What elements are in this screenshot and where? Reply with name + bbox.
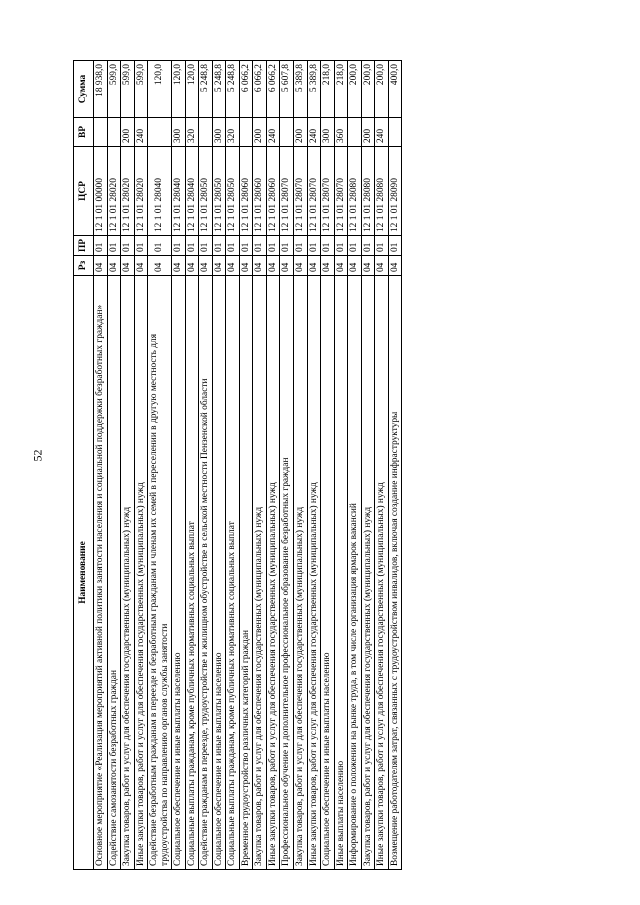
cell-sum: 400,0 bbox=[388, 61, 402, 118]
header-vr: ВР bbox=[74, 118, 94, 147]
page-number: 52 bbox=[30, 449, 45, 462]
cell-csr: 12 1 01 28050 bbox=[226, 147, 240, 236]
cell-pr: 01 bbox=[361, 236, 375, 256]
cell-rz: 04 bbox=[121, 256, 135, 276]
cell-csr: 12 1 01 28090 bbox=[388, 147, 402, 236]
cell-vr: 300 bbox=[321, 118, 335, 147]
cell-pr: 01 bbox=[375, 236, 389, 256]
cell-pr: 01 bbox=[148, 236, 172, 256]
cell-sum: 18 938,0 bbox=[94, 61, 108, 118]
cell-vr bbox=[280, 118, 294, 147]
cell-name: Иные закупки товаров, работ и услуг для обеспечения государственных (муниципальных) нужд bbox=[266, 276, 280, 870]
cell-sum: 200,0 bbox=[361, 61, 375, 118]
cell-vr bbox=[148, 118, 172, 147]
table-row bbox=[239, 61, 253, 870]
cell-vr bbox=[388, 118, 402, 147]
cell-rz: 04 bbox=[148, 256, 172, 276]
cell-pr: 01 bbox=[388, 236, 402, 256]
cell-name: Иные закупки товаров, работ и услуг для обеспечения государственных (муниципальных) нужд bbox=[134, 276, 148, 870]
cell-pr: 01 bbox=[334, 236, 348, 256]
cell-csr: 12 1 01 28050 bbox=[199, 147, 213, 236]
cell-rz: 04 bbox=[280, 256, 294, 276]
cell-csr: 12 1 01 28070 bbox=[280, 147, 294, 236]
cell-pr: 01 bbox=[239, 236, 253, 256]
cell-pr: 01 bbox=[253, 236, 267, 256]
cell-name: Иные закупки товаров, работ и услуг для обеспечения государственных (муниципальных) нужд bbox=[307, 276, 321, 870]
cell-rz: 04 bbox=[185, 256, 199, 276]
table-row bbox=[334, 61, 348, 870]
cell-name: Информирование о положении на рынке труда, в том числе организация ярмарок вакансий bbox=[348, 276, 362, 870]
cell-vr bbox=[94, 118, 108, 147]
table-row bbox=[94, 61, 108, 870]
table-row bbox=[226, 61, 240, 870]
cell-name: Основное мероприятие «Реализация мероприятий активной политики занятости населения и социальной поддержки безработных граждан» bbox=[94, 276, 108, 870]
cell-vr: 240 bbox=[307, 118, 321, 147]
cell-csr: 12 1 01 28070 bbox=[307, 147, 321, 236]
cell-csr: 12 1 01 28070 bbox=[293, 147, 307, 236]
table-row bbox=[280, 61, 294, 870]
cell-rz: 04 bbox=[107, 256, 121, 276]
cell-pr: 01 bbox=[266, 236, 280, 256]
cell-rz: 04 bbox=[388, 256, 402, 276]
cell-pr: 01 bbox=[134, 236, 148, 256]
table-row bbox=[185, 61, 199, 870]
cell-name: Закупка товаров, работ и услуг для обеспечения государственных (муниципальных) нужд bbox=[361, 276, 375, 870]
cell-sum: 218,0 bbox=[321, 61, 335, 118]
cell-name: Содействие безработным гражданам в переезде и безработным гражданам и членам их семей в переселении в другую местность для трудоустройства по направлению органов службы занятости bbox=[148, 276, 172, 870]
header-rz: Рз bbox=[74, 256, 94, 276]
cell-sum: 200,0 bbox=[348, 61, 362, 118]
cell-name: Социальные выплаты гражданам, кроме публичных нормативных социальных выплат bbox=[185, 276, 199, 870]
cell-sum: 599,0 bbox=[107, 61, 121, 118]
cell-pr: 01 bbox=[307, 236, 321, 256]
cell-csr: 12 1 01 28040 bbox=[185, 147, 199, 236]
cell-vr: 300 bbox=[212, 118, 226, 147]
cell-pr: 01 bbox=[107, 236, 121, 256]
cell-csr: 12 1 01 28020 bbox=[107, 147, 121, 236]
header-sum: Сумма bbox=[74, 61, 94, 118]
cell-sum: 120,0 bbox=[185, 61, 199, 118]
cell-sum: 120,0 bbox=[148, 61, 172, 118]
cell-sum: 5 389,8 bbox=[307, 61, 321, 118]
cell-rz: 04 bbox=[199, 256, 213, 276]
cell-vr: 320 bbox=[185, 118, 199, 147]
table-row bbox=[107, 61, 121, 870]
table-row bbox=[307, 61, 321, 870]
table-row bbox=[253, 61, 267, 870]
cell-name: Закупка товаров, работ и услуг для обеспечения государственных (муниципальных) нужд bbox=[253, 276, 267, 870]
cell-rz: 04 bbox=[226, 256, 240, 276]
cell-pr: 01 bbox=[172, 236, 186, 256]
cell-rz: 04 bbox=[334, 256, 348, 276]
cell-sum: 5 248,8 bbox=[226, 61, 240, 118]
table-row bbox=[361, 61, 375, 870]
cell-csr: 12 1 01 28060 bbox=[239, 147, 253, 236]
cell-rz: 04 bbox=[361, 256, 375, 276]
table-row bbox=[134, 61, 148, 870]
cell-sum: 599,0 bbox=[121, 61, 135, 118]
cell-sum: 200,0 bbox=[375, 61, 389, 118]
cell-vr bbox=[239, 118, 253, 147]
cell-name: Иные выплаты населению bbox=[334, 276, 348, 870]
cell-name: Социальное обеспечение и иные выплаты населению bbox=[172, 276, 186, 870]
cell-rz: 04 bbox=[253, 256, 267, 276]
cell-vr: 200 bbox=[253, 118, 267, 147]
cell-csr: 12 1 01 28040 bbox=[148, 147, 172, 236]
cell-vr bbox=[199, 118, 213, 147]
cell-sum: 5 248,8 bbox=[212, 61, 226, 118]
cell-csr: 12 1 01 28020 bbox=[134, 147, 148, 236]
cell-name: Социальные выплаты гражданам, кроме публичных нормативных социальных выплат bbox=[226, 276, 240, 870]
cell-pr: 01 bbox=[226, 236, 240, 256]
cell-csr: 12 1 01 28080 bbox=[361, 147, 375, 236]
cell-rz: 04 bbox=[321, 256, 335, 276]
cell-rz: 04 bbox=[212, 256, 226, 276]
cell-rz: 04 bbox=[266, 256, 280, 276]
cell-pr: 01 bbox=[348, 236, 362, 256]
table-row bbox=[121, 61, 135, 870]
cell-name: Временное трудоустройство различных категорий граждан bbox=[239, 276, 253, 870]
cell-vr bbox=[107, 118, 121, 147]
cell-rz: 04 bbox=[239, 256, 253, 276]
cell-csr: 12 1 01 28070 bbox=[321, 147, 335, 236]
cell-sum: 6 066,2 bbox=[266, 61, 280, 118]
cell-sum: 6 066,2 bbox=[253, 61, 267, 118]
header-name: Наименование bbox=[74, 276, 94, 870]
cell-pr: 01 bbox=[212, 236, 226, 256]
cell-vr: 240 bbox=[134, 118, 148, 147]
table-body bbox=[94, 61, 402, 870]
cell-sum: 5 389,8 bbox=[293, 61, 307, 118]
cell-pr: 01 bbox=[321, 236, 335, 256]
cell-pr: 01 bbox=[280, 236, 294, 256]
cell-sum: 120,0 bbox=[172, 61, 186, 118]
table-row bbox=[172, 61, 186, 870]
cell-vr: 240 bbox=[375, 118, 389, 147]
cell-name: Социальное обеспечение и иные выплаты населению bbox=[212, 276, 226, 870]
table-row bbox=[293, 61, 307, 870]
cell-csr: 12 1 01 28080 bbox=[375, 147, 389, 236]
cell-csr: 12 1 01 28080 bbox=[348, 147, 362, 236]
cell-csr: 12 1 01 28070 bbox=[334, 147, 348, 236]
cell-pr: 01 bbox=[94, 236, 108, 256]
cell-vr: 240 bbox=[266, 118, 280, 147]
cell-pr: 01 bbox=[199, 236, 213, 256]
cell-csr: 12 1 01 28060 bbox=[266, 147, 280, 236]
rotated-table-container bbox=[73, 60, 578, 870]
cell-csr: 12 1 01 28050 bbox=[212, 147, 226, 236]
cell-name: Закупка товаров, работ и услуг для обеспечения государственных (муниципальных) нужд bbox=[121, 276, 135, 870]
cell-vr: 200 bbox=[121, 118, 135, 147]
table-header-row bbox=[74, 61, 94, 870]
table-row bbox=[375, 61, 389, 870]
cell-rz: 04 bbox=[172, 256, 186, 276]
cell-csr: 12 1 01 28060 bbox=[253, 147, 267, 236]
cell-name: Закупка товаров, работ и услуг для обеспечения государственных (муниципальных) нужд bbox=[293, 276, 307, 870]
cell-name: Возмещение работодателям затрат, связанных с трудоустройством инвалидов, включая создание инфраструктуры bbox=[388, 276, 402, 870]
cell-vr: 200 bbox=[293, 118, 307, 147]
cell-sum: 6 066,2 bbox=[239, 61, 253, 118]
cell-sum: 5 248,8 bbox=[199, 61, 213, 118]
cell-name: Профессиональное обучение и дополнительное профессиональное образование безработных граждан bbox=[280, 276, 294, 870]
cell-rz: 04 bbox=[375, 256, 389, 276]
cell-rz: 04 bbox=[134, 256, 148, 276]
cell-vr: 300 bbox=[172, 118, 186, 147]
table-row bbox=[266, 61, 280, 870]
header-csr: ЦСР bbox=[74, 147, 94, 236]
cell-rz: 04 bbox=[293, 256, 307, 276]
table-row bbox=[199, 61, 213, 870]
cell-csr: 12 1 01 00000 bbox=[94, 147, 108, 236]
cell-sum: 218,0 bbox=[334, 61, 348, 118]
cell-csr: 12 1 01 28020 bbox=[121, 147, 135, 236]
table-row bbox=[212, 61, 226, 870]
cell-vr bbox=[348, 118, 362, 147]
cell-vr: 320 bbox=[226, 118, 240, 147]
cell-name: Содействие самозанятости безработных граждан bbox=[107, 276, 121, 870]
cell-name: Иные закупки товаров, работ и услуг для обеспечения государственных (муниципальных) нужд bbox=[375, 276, 389, 870]
cell-rz: 04 bbox=[307, 256, 321, 276]
cell-name: Содействие гражданам в переезде, трудоустройстве и жилищном обустройстве в сельской местности Пензенской области bbox=[199, 276, 213, 870]
table-row bbox=[348, 61, 362, 870]
cell-rz: 04 bbox=[348, 256, 362, 276]
cell-vr: 360 bbox=[334, 118, 348, 147]
cell-sum: 599,0 bbox=[134, 61, 148, 118]
table-row bbox=[321, 61, 335, 870]
table-row bbox=[388, 61, 402, 870]
cell-pr: 01 bbox=[293, 236, 307, 256]
cell-pr: 01 bbox=[121, 236, 135, 256]
cell-csr: 12 1 01 28040 bbox=[172, 147, 186, 236]
cell-vr: 200 bbox=[361, 118, 375, 147]
budget-table bbox=[73, 60, 402, 870]
header-pr: ПР bbox=[74, 236, 94, 256]
cell-sum: 5 607,8 bbox=[280, 61, 294, 118]
cell-pr: 01 bbox=[185, 236, 199, 256]
cell-rz: 04 bbox=[94, 256, 108, 276]
cell-name: Социальное обеспечение и иные выплаты населению bbox=[321, 276, 335, 870]
table-row bbox=[148, 61, 172, 870]
